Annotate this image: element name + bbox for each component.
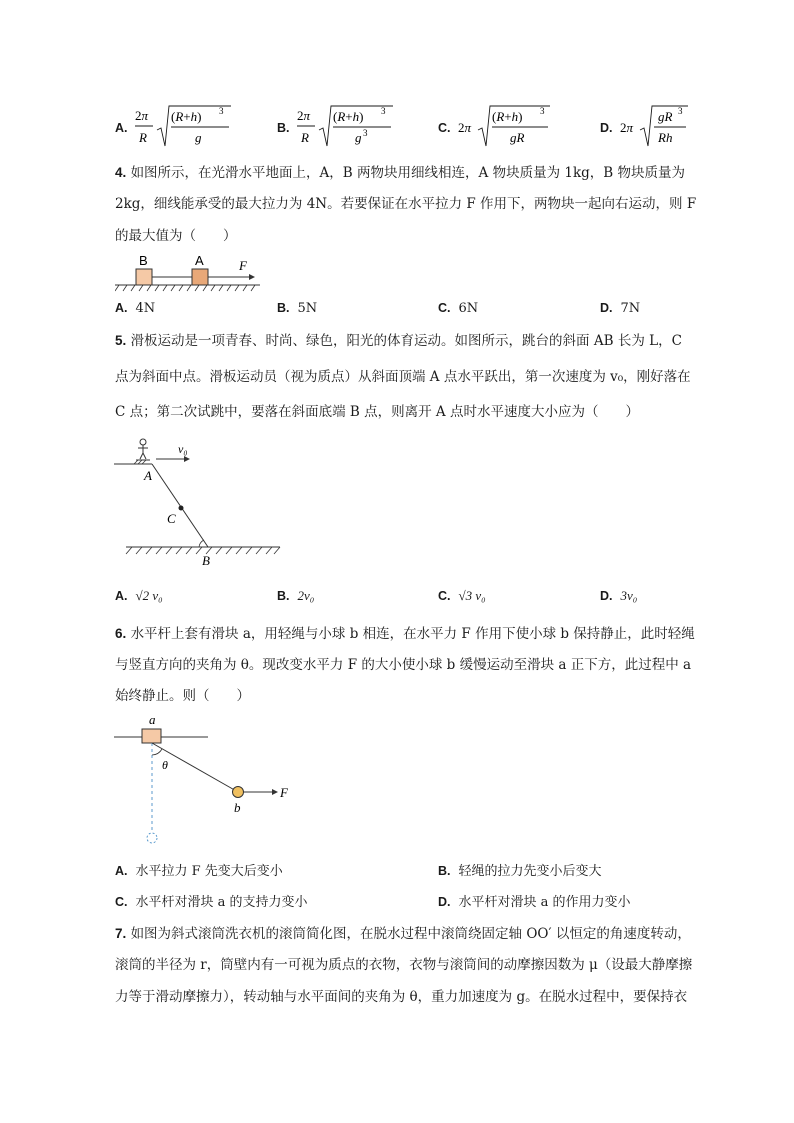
label-v0: v₀	[178, 442, 188, 456]
q4-option-c[interactable]	[438, 298, 478, 319]
q6-option-c[interactable]	[115, 892, 308, 913]
formula-text: 2π	[297, 108, 311, 123]
q3-option-b-formula	[297, 100, 397, 150]
option-text: 4N	[135, 301, 156, 316]
formula-text: (R+h)	[492, 109, 523, 124]
q4-option-d[interactable]	[600, 298, 640, 319]
q6-stem-line-3: 始终静止。则（ ）	[115, 688, 250, 704]
q6-text-1: 水平杆上套有滑块 a，用轻绳与小球 b 相连，在水平力 F 作用下使小球 b 保持静止，此时轻绳	[130, 626, 695, 642]
option-label: D.	[600, 301, 613, 315]
formula-text: R	[139, 130, 147, 145]
block-b	[136, 269, 152, 285]
option-text: 6N	[458, 301, 479, 316]
q3-option-b[interactable]	[277, 118, 298, 139]
label-b: B	[202, 553, 210, 568]
option-text: √3 v₀	[458, 588, 486, 603]
q3-option-a-formula	[135, 100, 235, 150]
label-b: b	[234, 800, 241, 815]
q5-stem-line-2: 点为斜面中点。滑板运动员（视为质点）从斜面顶端 A 点水平跃出，第一次速度为 v₀，刚好落在	[115, 369, 691, 385]
option-label: D.	[600, 589, 613, 603]
q6-option-a[interactable]	[115, 861, 283, 882]
option-label: A.	[115, 864, 128, 878]
option-text: 2v₀	[297, 588, 315, 603]
formula-text: 3	[219, 106, 224, 116]
label-c: C	[167, 511, 176, 526]
formula-text: 3	[540, 106, 545, 116]
formula-text: R	[301, 130, 309, 145]
label-a: A	[195, 253, 204, 268]
option-label: A.	[115, 121, 128, 135]
label-theta: θ	[162, 758, 168, 772]
q4-option-b[interactable]	[277, 298, 317, 319]
q5-figure	[112, 434, 284, 574]
q4-option-a[interactable]	[115, 298, 155, 319]
q6-option-b[interactable]	[438, 861, 602, 882]
q3-option-c-formula	[458, 100, 554, 150]
formula-text: (R+h)	[171, 109, 202, 124]
formula-text: 3	[381, 106, 386, 116]
final-ball-position	[147, 833, 157, 843]
formula-text: 3	[678, 106, 683, 116]
formula-text: gR	[658, 109, 673, 124]
option-text: 水平杆对滑块 a 的作用力变小	[458, 895, 631, 910]
label-a: A	[144, 468, 152, 483]
q4-text-1: 如图所示，在光滑水平地面上，A，B 两物块用细线相连，A 物块质量为 1kg，B 物块质量为	[130, 165, 685, 181]
formula-text: 2π	[458, 120, 472, 135]
q6-figure	[112, 711, 302, 851]
option-text: 水平拉力 F 先变大后变小	[135, 864, 283, 879]
option-text: 轻绳的拉力先变小后变大	[458, 864, 602, 879]
formula-text: 3	[363, 128, 368, 138]
label-f: F	[239, 258, 247, 273]
q4-number: 4.	[115, 165, 127, 180]
option-text: √2 v₀	[135, 588, 163, 603]
q6-number: 6.	[115, 626, 127, 641]
q4-figure	[115, 253, 265, 293]
option-label: A.	[115, 589, 128, 603]
option-text: 水平杆对滑块 a 的支持力变小	[135, 895, 308, 910]
q7-stem-line-1	[115, 924, 695, 944]
option-label: C.	[438, 121, 451, 135]
formula-text: 2π	[135, 108, 149, 123]
option-text: 5N	[297, 301, 318, 316]
formula-text: (R+h)	[333, 109, 364, 124]
option-label: C.	[438, 301, 451, 315]
angle-arc	[199, 540, 204, 547]
q4-stem-line-1	[115, 163, 695, 183]
option-text: 3v₀	[620, 588, 638, 603]
formula-text: 2π	[620, 120, 634, 135]
option-label: D.	[438, 895, 451, 909]
arrow-head-icon	[249, 274, 255, 280]
formula-text: Rh	[658, 130, 673, 145]
label-a: a	[149, 712, 156, 727]
option-label: B.	[277, 301, 290, 315]
q4-stem-line-3: 的最大值为（ ）	[115, 228, 237, 244]
ball-b	[233, 787, 244, 798]
formula-text: g	[195, 130, 202, 145]
option-label: D.	[600, 121, 613, 135]
q7-text-1: 如图为斜式滚筒洗衣机的滚筒简化图，在脱水过程中滚筒绕固定轴 OO′ 以恒定的角速度转动，	[130, 926, 691, 942]
q3-option-c[interactable]	[438, 118, 459, 139]
q7-stem-line-3: 力等于滑动摩擦力），转动轴与水平面间的夹角为 θ，重力加速度为 g。在脱水过程中，要保持衣	[115, 989, 688, 1005]
q3-option-d-formula	[620, 100, 692, 150]
option-label: B.	[277, 589, 290, 603]
q5-text-1: 滑板运动是一项青春、时尚、绿色，阳光的体育运动。如图所示，跳台的斜面 AB 长为 L，C	[130, 333, 682, 349]
slope-ab	[152, 464, 208, 547]
option-label: C.	[438, 589, 451, 603]
skater-head	[140, 439, 146, 445]
q6-option-d[interactable]	[438, 892, 631, 913]
point-c	[179, 506, 184, 511]
option-label: C.	[115, 895, 128, 909]
q7-number: 7.	[115, 926, 127, 941]
option-label: B.	[438, 864, 451, 878]
q6-stem-line-2: 与竖直方向的夹角为 θ。现改变水平力 F 的大小使小球 b 缓慢运动至滑块 a 正下方，此过程中 a	[115, 657, 692, 673]
q3-option-d[interactable]	[600, 118, 621, 139]
angle-arc	[152, 749, 162, 755]
option-text: 7N	[620, 301, 641, 316]
q5-number: 5.	[115, 333, 127, 348]
label-b: B	[139, 253, 148, 268]
q4-stem-line-2: 2kg，细线能承受的最大拉力为 4N。若要保证在水平拉力 F 作用下，两物块一起向右运动，则 F	[115, 196, 697, 212]
q5-stem-line-1	[115, 331, 695, 351]
q5-stem-line-3: C 点；第二次试跳中，要落在斜面底端 B 点，则离开 A 点时水平速度大小应为（ ）	[115, 404, 639, 420]
q3-option-a[interactable]	[115, 118, 136, 139]
formula-text: g	[355, 130, 362, 145]
q5-option-d[interactable]	[600, 586, 637, 607]
block-a	[192, 269, 208, 285]
option-label: B.	[277, 121, 290, 135]
formula-text: gR	[510, 130, 525, 145]
option-label: A.	[115, 301, 128, 315]
q5-option-c[interactable]	[438, 586, 486, 607]
q5-option-a[interactable]	[115, 586, 163, 607]
slider-a	[142, 729, 161, 743]
q7-stem-line-2: 滚筒的半径为 r，筒壁内有一可视为质点的衣物，衣物与滚筒间的动摩擦因数为 μ（设最大静摩擦	[115, 957, 693, 973]
label-f: F	[280, 785, 288, 800]
arrow-head-icon	[184, 456, 190, 462]
arrow-head-icon	[272, 789, 278, 795]
q5-option-b[interactable]	[277, 586, 314, 607]
q6-stem-line-1	[115, 624, 695, 644]
